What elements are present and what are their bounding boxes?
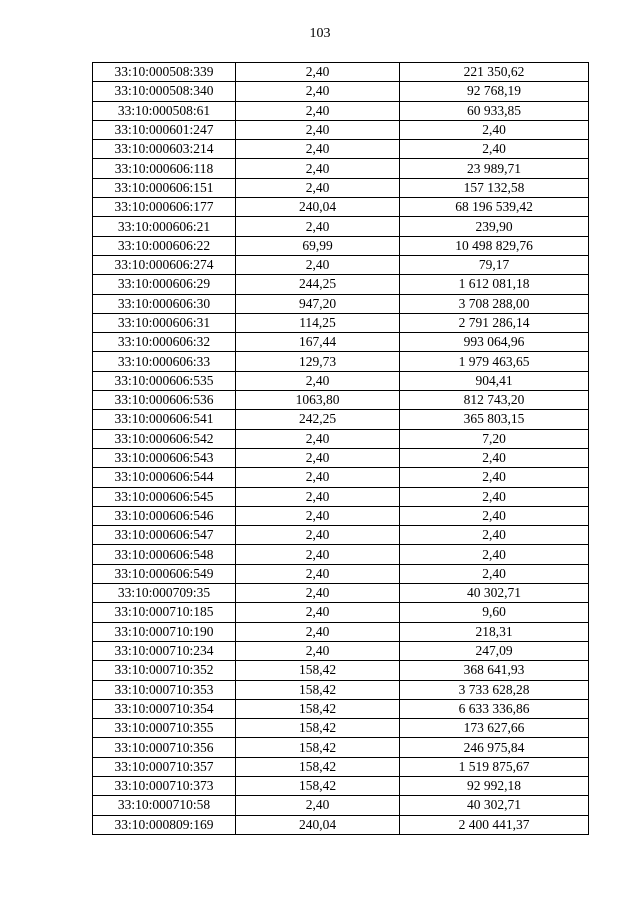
value-cell: 247,09 bbox=[400, 641, 589, 660]
table-row bbox=[93, 140, 589, 159]
area-cell: 158,42 bbox=[236, 757, 400, 776]
value-cell: 993 064,96 bbox=[400, 333, 589, 352]
table-row bbox=[93, 429, 589, 448]
value-cell: 3 733 628,28 bbox=[400, 680, 589, 699]
area-cell: 1063,80 bbox=[236, 391, 400, 410]
cadastral-number-cell: 33:10:000710:352 bbox=[93, 661, 236, 680]
cadastral-number-cell: 33:10:000606:177 bbox=[93, 198, 236, 217]
cadastral-number-cell: 33:10:000710:190 bbox=[93, 622, 236, 641]
value-cell: 2,40 bbox=[400, 487, 589, 506]
cadastral-number-cell: 33:10:000710:354 bbox=[93, 699, 236, 718]
table-row bbox=[93, 159, 589, 178]
area-cell: 2,40 bbox=[236, 429, 400, 448]
area-cell: 2,40 bbox=[236, 487, 400, 506]
area-cell: 2,40 bbox=[236, 255, 400, 274]
area-cell: 69,99 bbox=[236, 236, 400, 255]
value-cell: 40 302,71 bbox=[400, 796, 589, 815]
area-cell: 947,20 bbox=[236, 294, 400, 313]
table-row bbox=[93, 101, 589, 120]
value-cell: 9,60 bbox=[400, 603, 589, 622]
table-row bbox=[93, 313, 589, 332]
area-cell: 158,42 bbox=[236, 699, 400, 718]
cadastral-number-cell: 33:10:000606:546 bbox=[93, 506, 236, 525]
cadastral-number-cell: 33:10:000606:541 bbox=[93, 410, 236, 429]
cadastral-number-cell: 33:10:000606:151 bbox=[93, 178, 236, 197]
data-table bbox=[92, 62, 589, 835]
area-cell: 2,40 bbox=[236, 82, 400, 101]
cadastral-number-cell: 33:10:000606:548 bbox=[93, 545, 236, 564]
cadastral-number-cell: 33:10:000606:274 bbox=[93, 255, 236, 274]
area-cell: 2,40 bbox=[236, 63, 400, 82]
table-row bbox=[93, 661, 589, 680]
area-cell: 158,42 bbox=[236, 776, 400, 795]
value-cell: 92 768,19 bbox=[400, 82, 589, 101]
value-cell: 68 196 539,42 bbox=[400, 198, 589, 217]
area-cell: 114,25 bbox=[236, 313, 400, 332]
area-cell: 2,40 bbox=[236, 120, 400, 139]
value-cell: 40 302,71 bbox=[400, 584, 589, 603]
value-cell: 2,40 bbox=[400, 448, 589, 467]
cadastral-number-cell: 33:10:000606:547 bbox=[93, 526, 236, 545]
area-cell: 244,25 bbox=[236, 275, 400, 294]
table-row bbox=[93, 371, 589, 390]
cadastral-number-cell: 33:10:000606:535 bbox=[93, 371, 236, 390]
area-cell: 2,40 bbox=[236, 584, 400, 603]
value-cell: 2 400 441,37 bbox=[400, 815, 589, 834]
table-row bbox=[93, 487, 589, 506]
table-row bbox=[93, 120, 589, 139]
value-cell: 365 803,15 bbox=[400, 410, 589, 429]
value-cell: 6 633 336,86 bbox=[400, 699, 589, 718]
area-cell: 2,40 bbox=[236, 545, 400, 564]
cadastral-number-cell: 33:10:000606:33 bbox=[93, 352, 236, 371]
value-cell: 2,40 bbox=[400, 120, 589, 139]
table-row bbox=[93, 564, 589, 583]
table-row bbox=[93, 680, 589, 699]
value-cell: 812 743,20 bbox=[400, 391, 589, 410]
table-row bbox=[93, 63, 589, 82]
area-cell: 158,42 bbox=[236, 680, 400, 699]
area-cell: 2,40 bbox=[236, 526, 400, 545]
area-cell: 2,40 bbox=[236, 178, 400, 197]
area-cell: 2,40 bbox=[236, 468, 400, 487]
value-cell: 2,40 bbox=[400, 140, 589, 159]
cadastral-number-cell: 33:10:000709:35 bbox=[93, 584, 236, 603]
area-cell: 2,40 bbox=[236, 796, 400, 815]
table-row bbox=[93, 391, 589, 410]
area-cell: 2,40 bbox=[236, 140, 400, 159]
value-cell: 23 989,71 bbox=[400, 159, 589, 178]
table-row bbox=[93, 82, 589, 101]
table-row bbox=[93, 699, 589, 718]
cadastral-number-cell: 33:10:000508:61 bbox=[93, 101, 236, 120]
cadastral-number-cell: 33:10:000710:185 bbox=[93, 603, 236, 622]
cadastral-number-cell: 33:10:000809:169 bbox=[93, 815, 236, 834]
area-cell: 2,40 bbox=[236, 641, 400, 660]
area-cell: 2,40 bbox=[236, 603, 400, 622]
cadastral-number-cell: 33:10:000508:340 bbox=[93, 82, 236, 101]
table-row bbox=[93, 410, 589, 429]
area-cell: 129,73 bbox=[236, 352, 400, 371]
area-cell: 240,04 bbox=[236, 198, 400, 217]
area-cell: 242,25 bbox=[236, 410, 400, 429]
table-body bbox=[93, 63, 589, 835]
cadastral-number-cell: 33:10:000606:536 bbox=[93, 391, 236, 410]
value-cell: 157 132,58 bbox=[400, 178, 589, 197]
table-row bbox=[93, 352, 589, 371]
cadastral-number-cell: 33:10:000710:373 bbox=[93, 776, 236, 795]
value-cell: 1 519 875,67 bbox=[400, 757, 589, 776]
table-row bbox=[93, 776, 589, 795]
area-cell: 2,40 bbox=[236, 159, 400, 178]
cadastral-number-cell: 33:10:000710:234 bbox=[93, 641, 236, 660]
cadastral-number-cell: 33:10:000710:353 bbox=[93, 680, 236, 699]
cadastral-number-cell: 33:10:000606:29 bbox=[93, 275, 236, 294]
cadastral-number-cell: 33:10:000601:247 bbox=[93, 120, 236, 139]
table-row bbox=[93, 255, 589, 274]
table-row bbox=[93, 294, 589, 313]
value-cell: 3 708 288,00 bbox=[400, 294, 589, 313]
area-cell: 240,04 bbox=[236, 815, 400, 834]
table-row bbox=[93, 217, 589, 236]
value-cell: 60 933,85 bbox=[400, 101, 589, 120]
page-number: 103 bbox=[309, 26, 331, 41]
table-row bbox=[93, 198, 589, 217]
value-cell: 904,41 bbox=[400, 371, 589, 390]
table-row bbox=[93, 738, 589, 757]
table-row bbox=[93, 178, 589, 197]
cadastral-number-cell: 33:10:000606:118 bbox=[93, 159, 236, 178]
table-row bbox=[93, 757, 589, 776]
cadastral-number-cell: 33:10:000606:21 bbox=[93, 217, 236, 236]
value-cell: 2,40 bbox=[400, 468, 589, 487]
area-cell: 2,40 bbox=[236, 622, 400, 641]
value-cell: 92 992,18 bbox=[400, 776, 589, 795]
table-row bbox=[93, 641, 589, 660]
value-cell: 7,20 bbox=[400, 429, 589, 448]
table-row bbox=[93, 333, 589, 352]
area-cell: 2,40 bbox=[236, 371, 400, 390]
table-row bbox=[93, 622, 589, 641]
cadastral-number-cell: 33:10:000606:31 bbox=[93, 313, 236, 332]
area-cell: 158,42 bbox=[236, 719, 400, 738]
value-cell: 368 641,93 bbox=[400, 661, 589, 680]
area-cell: 158,42 bbox=[236, 738, 400, 757]
cadastral-number-cell: 33:10:000606:544 bbox=[93, 468, 236, 487]
value-cell: 2,40 bbox=[400, 545, 589, 564]
value-cell: 10 498 829,76 bbox=[400, 236, 589, 255]
table-row bbox=[93, 603, 589, 622]
cadastral-number-cell: 33:10:000606:545 bbox=[93, 487, 236, 506]
area-cell: 167,44 bbox=[236, 333, 400, 352]
value-cell: 2 791 286,14 bbox=[400, 313, 589, 332]
table-row bbox=[93, 526, 589, 545]
area-cell: 2,40 bbox=[236, 217, 400, 236]
value-cell: 218,31 bbox=[400, 622, 589, 641]
value-cell: 2,40 bbox=[400, 526, 589, 545]
value-cell: 221 350,62 bbox=[400, 63, 589, 82]
cadastral-number-cell: 33:10:000603:214 bbox=[93, 140, 236, 159]
cadastral-number-cell: 33:10:000606:30 bbox=[93, 294, 236, 313]
area-cell: 2,40 bbox=[236, 506, 400, 525]
table-row bbox=[93, 468, 589, 487]
cadastral-number-cell: 33:10:000710:355 bbox=[93, 719, 236, 738]
table-row bbox=[93, 796, 589, 815]
area-cell: 2,40 bbox=[236, 448, 400, 467]
cadastral-number-cell: 33:10:000710:356 bbox=[93, 738, 236, 757]
cadastral-number-cell: 33:10:000606:542 bbox=[93, 429, 236, 448]
cadastral-number-cell: 33:10:000606:549 bbox=[93, 564, 236, 583]
cadastral-number-cell: 33:10:000710:357 bbox=[93, 757, 236, 776]
area-cell: 2,40 bbox=[236, 101, 400, 120]
value-cell: 239,90 bbox=[400, 217, 589, 236]
area-cell: 2,40 bbox=[236, 564, 400, 583]
area-cell: 158,42 bbox=[236, 661, 400, 680]
value-cell: 2,40 bbox=[400, 564, 589, 583]
table-row bbox=[93, 545, 589, 564]
value-cell: 1 612 081,18 bbox=[400, 275, 589, 294]
table-row bbox=[93, 584, 589, 603]
value-cell: 79,17 bbox=[400, 255, 589, 274]
table-row bbox=[93, 275, 589, 294]
table-row bbox=[93, 719, 589, 738]
table-row bbox=[93, 815, 589, 834]
cadastral-number-cell: 33:10:000606:543 bbox=[93, 448, 236, 467]
table-row bbox=[93, 506, 589, 525]
cadastral-number-cell: 33:10:000710:58 bbox=[93, 796, 236, 815]
table-row bbox=[93, 236, 589, 255]
value-cell: 173 627,66 bbox=[400, 719, 589, 738]
value-cell: 246 975,84 bbox=[400, 738, 589, 757]
cadastral-number-cell: 33:10:000606:22 bbox=[93, 236, 236, 255]
value-cell: 1 979 463,65 bbox=[400, 352, 589, 371]
cadastral-number-cell: 33:10:000606:32 bbox=[93, 333, 236, 352]
cadastral-number-cell: 33:10:000508:339 bbox=[93, 63, 236, 82]
value-cell: 2,40 bbox=[400, 506, 589, 525]
table-row bbox=[93, 448, 589, 467]
